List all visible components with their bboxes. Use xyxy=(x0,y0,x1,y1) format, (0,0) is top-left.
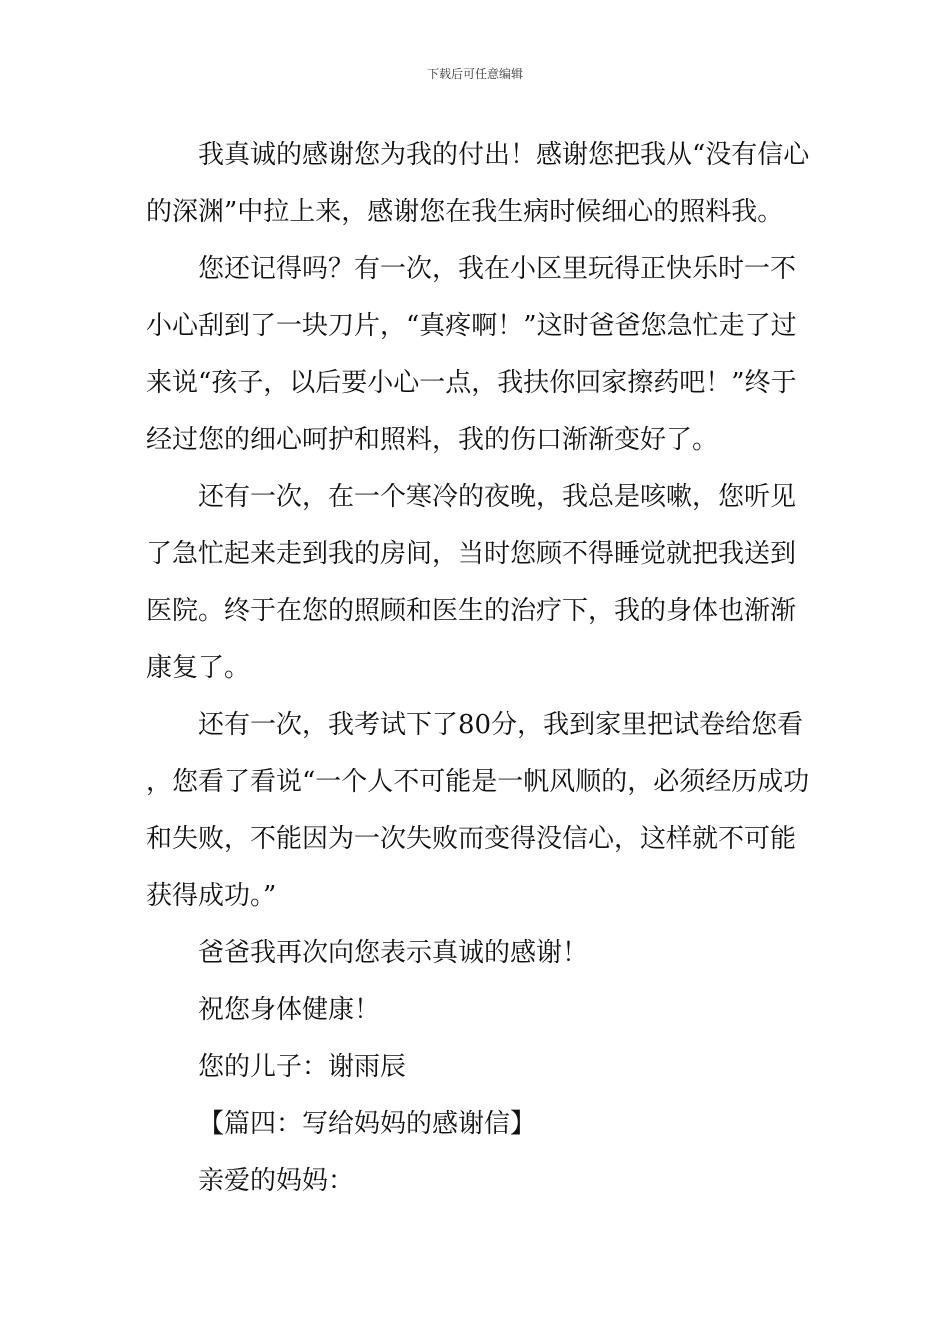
document-body xyxy=(146,127,810,1210)
paragraph-exam-memory: 还有一次，我考试下了80分，我到家里把试卷给您看，您看了看说“一个人不可能是一帆风顺的，必须经历成功和失败，不能因为一次失败而变得没信心，这样就不可能获得成功。” xyxy=(146,710,810,911)
section-heading: 【篇四：写给妈妈的感谢信】 xyxy=(198,1109,537,1139)
signature: 您的儿子：谢雨辰 xyxy=(198,1052,407,1082)
paragraph-injury-memory: 您还记得吗？有一次，我在小区里玩得正快乐时一不小心刮到了一块刀片，“真疼啊！”这时爸爸您急忙走了过来说“孩子，以后要小心一点，我扶你回家擦药吧！”终于经过您的细心呵护和照料，我的伤口渐渐变好了。 xyxy=(146,254,797,455)
closing-wish: 祝您身体健康！ xyxy=(198,995,381,1025)
closing-thanks: 爸爸我再次向您表示真诚的感谢！ xyxy=(198,938,589,968)
header-note: 下载后可任意编辑 xyxy=(426,67,523,81)
paragraph-gratitude: 我真诚的感谢您为我的付出！感谢您把我从“没有信心的深渊”中拉上来，感谢您在我生病时候细心的照料我。 xyxy=(146,140,810,227)
salutation: 亲爱的妈妈： xyxy=(198,1166,355,1196)
paragraph-cough-memory: 还有一次，在一个寒冷的夜晚，我总是咳嗽，您听见了急忙起来走到我的房间，当时您顾不得睡觉就把我送到医院。终于在您的照顾和医生的治疗下，我的身体也渐渐康复了。 xyxy=(146,482,797,683)
